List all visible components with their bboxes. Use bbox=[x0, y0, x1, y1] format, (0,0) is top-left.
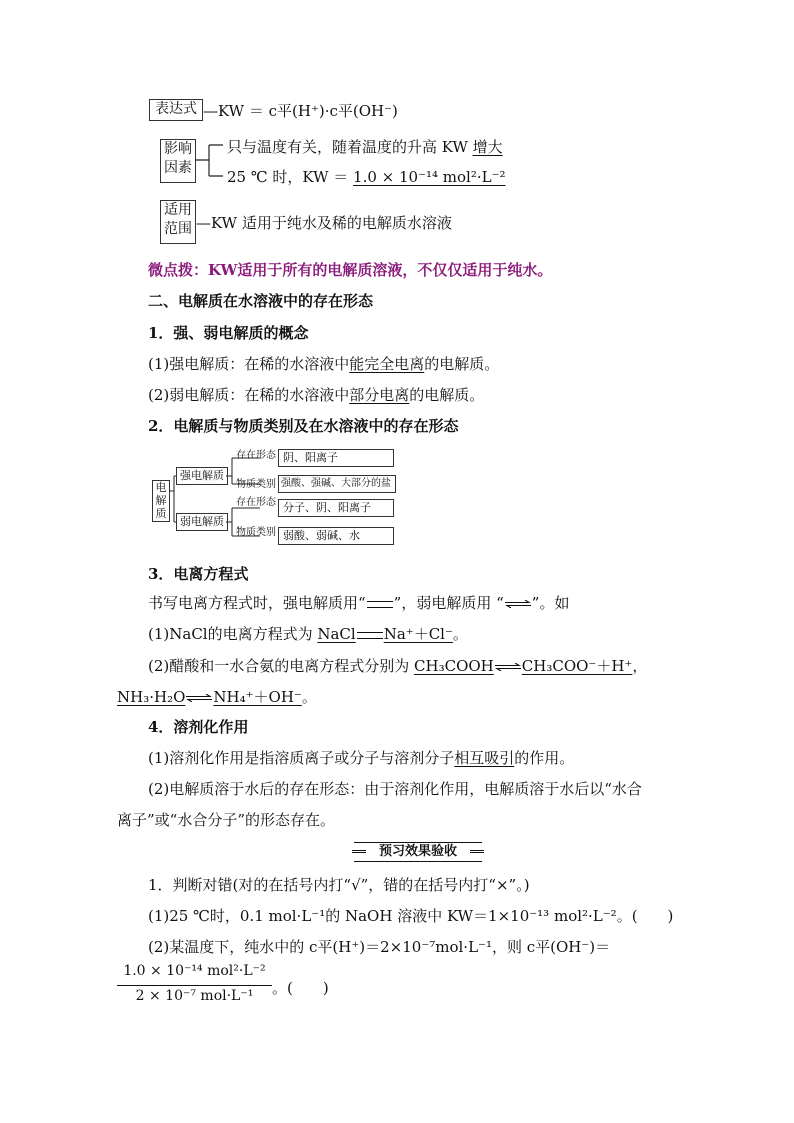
reversible-arrow-icon bbox=[505, 600, 531, 608]
s1-line-2 bbox=[148, 384, 484, 405]
s1-line-1-pre: (1)强电解质：在稀的水溶液中 bbox=[148, 355, 350, 373]
s4-line-1-post: 的作用。 bbox=[514, 749, 575, 767]
factor-line-1 bbox=[227, 136, 503, 157]
s1-line-2-post: 的电解质。 bbox=[409, 386, 485, 404]
ammonia-equation bbox=[117, 688, 302, 706]
factor-line-2 bbox=[227, 166, 506, 187]
s3-line-3-pre: (2)醋酸和一水合氨的电离方程式分别为 bbox=[148, 657, 415, 675]
tip-note: 微点拨：KW适用于所有的电解质溶液，不仅仅适用于纯水。 bbox=[148, 261, 553, 279]
nacl-left: NaCl bbox=[317, 625, 356, 643]
s3-line-4 bbox=[117, 686, 317, 707]
fraction-denominator: 2 × 10⁻⁷ mol·L⁻¹ bbox=[135, 988, 254, 1004]
factor-label-box bbox=[160, 139, 196, 183]
tree-root: 电解质 bbox=[152, 480, 170, 522]
expr-label-box: 表达式 bbox=[149, 99, 203, 121]
tree-weak-cat: 弱酸、弱碱、水 bbox=[278, 527, 394, 545]
ammonia-right: NH₄⁺＋OH⁻ bbox=[213, 688, 302, 706]
equals-sign-icon bbox=[357, 632, 383, 639]
tree-weak-exist-label: 存在形态 bbox=[236, 497, 276, 508]
acetic-right: CH₃COO⁻＋H⁺ bbox=[521, 657, 633, 675]
s4-line-1 bbox=[148, 747, 574, 768]
s3-line-2-post: 。 bbox=[452, 625, 468, 643]
factor-line-1-answer: 增大 bbox=[472, 138, 503, 156]
preview-check-badge bbox=[354, 842, 482, 862]
scope-text: —KW 适用于纯水及稀的电解质水溶液 bbox=[196, 214, 452, 232]
s4-line-2: (2)电解质溶于水后的存在形态：由于溶剂化作用，电解质溶于水后以“水合 bbox=[148, 780, 642, 798]
tree-strong-cat-label: 物质类别 bbox=[236, 479, 276, 490]
factor-line-2-answer: 1.0 × 10⁻¹⁴ mol²·L⁻² bbox=[353, 168, 506, 186]
s1-line-1 bbox=[148, 353, 499, 374]
equals-sign-icon bbox=[367, 601, 393, 608]
s1-line-2-pre: (2)弱电解质：在稀的水溶液中 bbox=[148, 386, 350, 404]
s3-line-4-post: 。 bbox=[301, 688, 317, 706]
reversible-arrow-icon bbox=[186, 694, 212, 702]
nacl-right: Na⁺＋Cl⁻ bbox=[383, 625, 453, 643]
factor-line-1-text: 只与温度有关，随着温度的升高 KW bbox=[227, 138, 473, 156]
subsection-4-title: 4．溶剂化作用 bbox=[148, 718, 249, 736]
s3-line-1 bbox=[148, 592, 569, 613]
acetic-left: CH₃COOH bbox=[414, 657, 494, 675]
factor-label-1: 影响 bbox=[164, 141, 192, 157]
fraction-numerator: 1.0 × 10⁻¹⁴ mol²·L⁻² bbox=[123, 963, 266, 979]
s4-line-1-pre: (1)溶剂化作用是指溶质离子或分子与溶剂分子 bbox=[148, 749, 455, 767]
s4-line-3: 离子”或“水合分子”的形态存在。 bbox=[117, 811, 336, 829]
reversible-arrow-icon bbox=[495, 663, 521, 671]
expr-text: —KW ＝ c平(H⁺)·c平(OH⁻) bbox=[203, 102, 398, 120]
s3-line-2-pre: (1)NaCl的电离方程式为 bbox=[148, 625, 318, 643]
tree-strong-cat: 强酸、强碱、大部分的盐 bbox=[278, 475, 396, 493]
scope-label-box bbox=[160, 200, 196, 244]
tree-strong-exist-label: 存在形态 bbox=[236, 450, 276, 461]
s1-line-2-answer: 部分电离 bbox=[349, 386, 410, 404]
q1-item-2: (2)某温度下，纯水中的 c平(H⁺)＝2×10⁻⁷mol·L⁻¹，则 c平(OH⁻)＝ bbox=[148, 938, 611, 956]
s3-line-2 bbox=[148, 623, 468, 644]
s1-line-1-answer: 能完全电离 bbox=[349, 355, 425, 373]
tree-weak-exist: 分子、阴、阳离子 bbox=[278, 499, 394, 517]
nacl-equation bbox=[317, 625, 453, 643]
tree-strong: 强电解质 bbox=[176, 467, 228, 485]
subsection-3-title: 3．电离方程式 bbox=[148, 565, 249, 583]
section-2-title: 二、电解质在水溶液中的存在形态 bbox=[148, 292, 374, 310]
factor-label-2: 因素 bbox=[164, 160, 192, 176]
s3-line-3-post: ， bbox=[632, 657, 648, 675]
s4-line-1-answer: 相互吸引 bbox=[454, 749, 515, 767]
q1-title: 1．判断对错(对的在括号内打“√”，错的在括号内打“×”。) bbox=[148, 876, 530, 894]
scope-label-1: 适用 bbox=[164, 202, 192, 218]
preview-check-label: 预习效果验收 bbox=[378, 844, 457, 859]
s3-line-1-c: ”。如 bbox=[531, 594, 570, 612]
scope-label-2: 范围 bbox=[164, 221, 192, 237]
ammonia-left: NH₃·H₂O bbox=[117, 688, 186, 706]
subsection-2-title: 2．电解质与物质类别及在水溶液中的存在形态 bbox=[148, 417, 459, 435]
fraction-bar bbox=[117, 985, 272, 986]
s1-line-1-post: 的电解质。 bbox=[424, 355, 500, 373]
tree-strong-exist: 阴、阳离子 bbox=[278, 449, 394, 467]
q1-item-2-tail: 。( ) bbox=[272, 979, 329, 997]
factor-bracket bbox=[195, 140, 225, 182]
factor-line-2-text: 25 ℃ 时，KW ＝ bbox=[227, 168, 354, 186]
acetic-acid-equation bbox=[414, 657, 632, 675]
s3-line-1-a: 书写电离方程式时，强电解质用“ bbox=[148, 594, 366, 612]
tree-weak: 弱电解质 bbox=[176, 513, 228, 531]
tree-weak-cat-label: 物质类别 bbox=[236, 527, 276, 538]
s3-line-1-b: ”，弱电解质用 “ bbox=[393, 594, 504, 612]
s3-line-3 bbox=[148, 655, 647, 676]
q1-item-1: (1)25 ℃时，0.1 mol·L⁻¹的 NaOH 溶液中 KW＝1×10⁻¹³ mol²·L⁻²。( ) bbox=[148, 907, 674, 925]
subsection-1-title: 1．强、弱电解质的概念 bbox=[148, 324, 309, 342]
